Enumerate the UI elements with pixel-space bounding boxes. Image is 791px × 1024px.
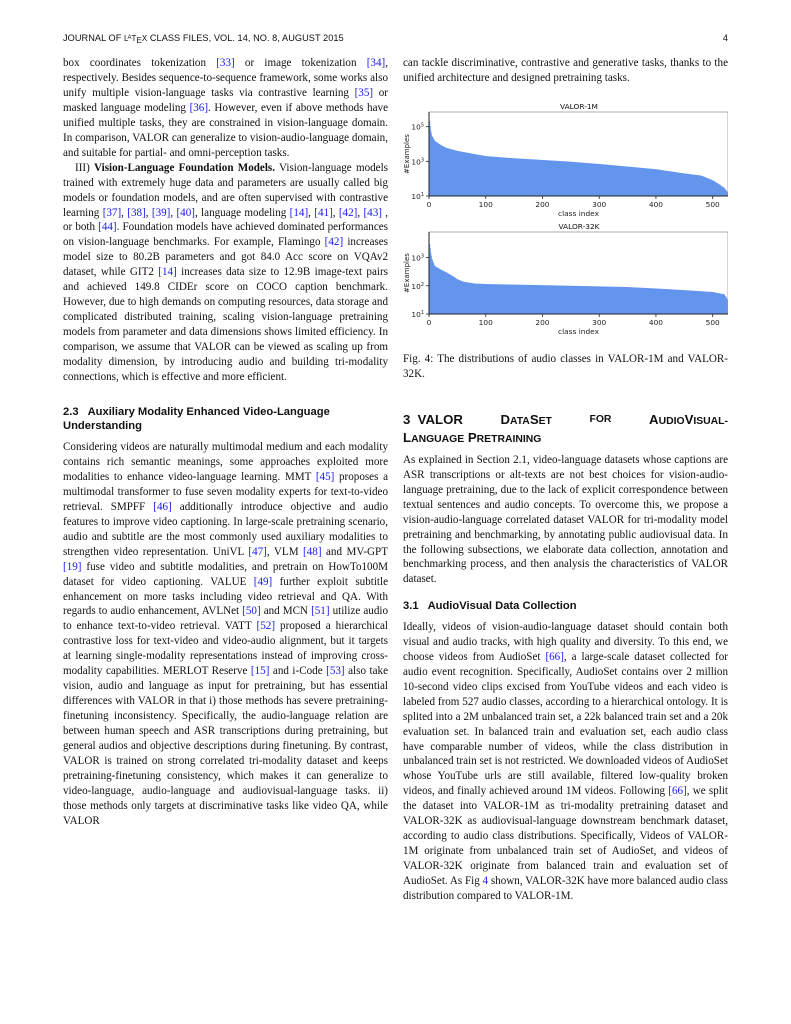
- left-column: [63, 56, 388, 829]
- svg-text:103: $10^3$: [411, 157, 424, 167]
- paragraph: box coordinates tokenization [33] or image tokenization [34], respectively. Besides sequence-to-sequence framework, some works also unify multiple vision-language tasks via contrastive learning [35] or masked language modeling [36]. However, even if above methods have unified multiple tasks, they are constrained in vision-language domain. In comparison, VALOR can generalize to vision-audio-language domain, and suitable for partial- and omni-perception tasks.: [63, 57, 388, 159]
- chart-valor-1m: [403, 100, 728, 220]
- citation-link[interactable]: [45]: [315, 470, 335, 483]
- chart-title: VALOR-1M: [560, 101, 598, 111]
- svg-text:300: 300: [592, 199, 607, 209]
- svg-text:200: 200: [535, 199, 550, 209]
- citation-link[interactable]: [52]: [256, 620, 276, 633]
- paragraph: As explained in Section 2.1, video-language datasets whose captions are ASR transcriptions or alt-texts are not best choices for vision-audio-language pretraining, due to the lack of explicit correspondence between textual sentences and audio concepts. To overcome this, we propose a vision-audio-language correlated dataset VALOR for tri-modality model pretraining and benchmarking, by annotating public audiovisual data. In the following subsections, we elaborate data collection, annotation and benchmarking process, and then analysis the characteristics of VALOR dataset.: [403, 453, 728, 586]
- running-header: [63, 33, 728, 45]
- citation-link[interactable]: [51]: [311, 605, 330, 618]
- citation-link[interactable]: [66]: [545, 650, 564, 663]
- citation-link[interactable]: [39]: [151, 206, 171, 219]
- figure-reference-link[interactable]: 4: [482, 875, 489, 888]
- citation-link[interactable]: [46]: [153, 500, 172, 513]
- svg-text:101: $10^1$: [411, 309, 424, 319]
- chart-title: VALOR-32K: [558, 221, 600, 231]
- svg-text:100: 100: [478, 317, 493, 327]
- section-heading-3: 3 VALOR DATASET FOR AUDIOVISUAL- LANGUAGE PRETRAINING: [403, 411, 728, 446]
- citation-link[interactable]: [33]: [216, 57, 235, 69]
- citation-link[interactable]: [37]: [102, 206, 122, 219]
- figure-caption: Fig. 4: The distributions of audio classes in VALOR-1M and VALOR-32K.: [403, 352, 728, 380]
- citation-link[interactable]: [41]: [314, 206, 333, 219]
- paragraph-foundation-models: III) Vision-Language Foundation Models. Vision-language models trained with extremely huge data and parameters are usually called big models or foundation models, and are often supervised with contrastive learning [37], [38], [39], [40], language modeling [14], [41], [42], [43] , or both [44]. Foundation models have achieved dominated performances on vision-language benchmarks. For example, Flamingo [42] increases model size to 80.2B parameters and got 84.0 Acc score on VQAv2 dataset, while GIT2 [14] increases data size to 12.9B image-text pairs and achieved 149.8 CIDEr score on COCO caption benchmark. However, due to high demands on computing resources, data storage and complicated distributed training, scaling vision-language pretraining models from parameter and data dimensions shows limited efficiency. In comparison, we assume that VALOR can be viewed as scaling up from modality dimension, by introducing audio and building tri-modality connections, which is effective and more efficient.: [63, 161, 389, 384]
- journal-title: JOURNAL OF $L^AT_EX$ CLASS FILES, VOL. 14, NO. 8, AUGUST 2015: [63, 33, 344, 45]
- svg-text:class index: class index: [558, 326, 599, 336]
- citation-link[interactable]: [48]: [303, 545, 322, 558]
- citation-link[interactable]: [19]: [63, 560, 82, 573]
- svg-text:103: $10^3$: [411, 253, 424, 263]
- right-column: [403, 56, 728, 904]
- paragraph: can tackle discriminative, contrastive and generative tasks, thanks to the unified architecture and designed pretraining tasks.: [403, 57, 728, 84]
- section-heading-2-3: 2.3 Auxiliary Modality Enhanced Video-Language Understanding: [63, 405, 330, 433]
- citation-link[interactable]: [42]: [324, 236, 344, 249]
- paragraph: Ideally, videos of vision-audio-language dataset should contain both visual and audio tracks, with high quality and diversity. To this end, we choose videos from AudioSet [66], a large-scale dataset collected for audio event recognition. Specifically, AudioSet contains over 2 million 10-second video clips excised from YouTube videos and each video is labeled from 527 audio classes, according to a hierarchical ontology. It is splited into a 2M unbalanced train set, a 22k balanced train set and a 20k evaluation set. In balanced train and evaluation set, each audio class have comparable number of videos, while the class distribution in unbalanced train set is not restricted. We downloaded videos of AudioSet whose YouTube urls are still available, filtered low-quality broken videos, and finally achieved around 1M videos. Following [66], we split the dataset into VALOR-1M as tri-modality pretraining dataset and VALOR-32K as audiovisual-language downstream benchmark dataset, according to audio class distributions. Specifically, Videos of VALOR-1M originate from unbalanced train set of AudioSet, and videos of VALOR-32K originate from balanced train and evaluation set of AudioSet. As Fig 4 shown, VALOR-32K have more balanced audio class distribution compared to VALOR-1M.: [403, 620, 728, 903]
- bar-series: [429, 114, 728, 195]
- svg-text:200: 200: [535, 317, 550, 327]
- citation-link[interactable]: [14]: [158, 266, 177, 279]
- svg-text:102: $10^2$: [411, 281, 424, 291]
- svg-text:0: 0: [426, 317, 432, 327]
- bar-chart-svg: [403, 220, 728, 342]
- citation-link[interactable]: [15]: [250, 665, 270, 678]
- citation-link[interactable]: [66]: [668, 785, 687, 798]
- citation-link[interactable]: [53]: [326, 665, 345, 678]
- citation-link[interactable]: [47]: [248, 545, 267, 558]
- figure-4: [403, 100, 728, 342]
- citation-link[interactable]: [50]: [242, 605, 261, 618]
- citation-link[interactable]: [36]: [189, 101, 209, 114]
- citation-link[interactable]: [40]: [176, 206, 195, 219]
- svg-text:300: 300: [592, 317, 607, 327]
- page-number: 4: [722, 33, 728, 43]
- svg-text:100: 100: [478, 199, 493, 209]
- citation-link[interactable]: [42]: [338, 206, 358, 219]
- svg-text:500: 500: [705, 199, 720, 209]
- citation-link[interactable]: [34]: [366, 57, 386, 69]
- bar-chart-svg: [403, 100, 728, 220]
- paragraph: Considering videos are naturally multimodal medium and each modality contains rich semantic meanings, some approaches exploited more modalities to enhance video-language learning. MMT [45] proposes a multimodal transformer to fuse seven modality experts for text-to-video retrieval. SMPFF [46] additionally introduce objective and audio features to improve video captioning. In large-scale pretraining scenario, audio and subtitle are the most commonly used auxiliary modalities to strengthen video representation. UniVL [47], VLM [48] and MV-GPT [19] fuse video and subtitle modalities, and pretrain on HowTo100M dataset for video captioning. VALUE [49] further exploit subtitle enhancement on more tasks including video retrieval and QA. With regards to audio enhancement, AVLNet [50] and MCN [51] utilize audio to enhance text-to-video retrieval. VATT [52] proposed a hierarchical contrastive loss for text-video and video-audio alignment, but it targets at learning single-modality representations instead of improving cross-modality capabilities. MERLOT Reserve [15] and i-Code [53] also take vision, audio and language as input for pretraining, but has essential differences with VALOR in that i) those methods has severe pretraining-finetuning inconsistency. Specifically, the audio-language relation are between human speech and ASR transcriptions during pretraining, but general audios and objective descriptions during finetuning. By contrast, VALOR is trained on strong correlated tri-modality dataset and keeps pretraining-finetuning consistency, which makes it can generalize to video-language, audio-language and audiovisual-language tasks. ii) those methods only targets at discriminative tasks like video QA, while VALOR: [63, 440, 388, 827]
- citation-link[interactable]: [49]: [253, 575, 273, 588]
- citation-link[interactable]: [38]: [127, 206, 146, 219]
- svg-text:105: $10^5$: [411, 122, 424, 132]
- run-in-heading: Vision-Language Foundation Models.: [94, 161, 276, 174]
- bar-series: [429, 234, 728, 314]
- svg-text:400: 400: [648, 199, 663, 209]
- svg-text:0: 0: [426, 199, 432, 209]
- citation-link[interactable]: [14]: [289, 206, 309, 219]
- section-heading-3-1: 3.1 AudioVisual Data Collection: [403, 600, 577, 613]
- chart-valor-32k: [403, 220, 728, 342]
- svg-text:101: $10^1$: [411, 191, 424, 201]
- svg-text:500: 500: [705, 317, 720, 327]
- svg-text:class index: class index: [558, 208, 599, 218]
- citation-link[interactable]: [44]: [98, 221, 117, 234]
- svg-text:#Examples: #Examples: [403, 252, 411, 293]
- citation-link[interactable]: [43]: [363, 206, 382, 219]
- svg-text:#Examples: #Examples: [403, 133, 411, 174]
- svg-text:400: 400: [648, 317, 663, 327]
- citation-link[interactable]: [35]: [354, 86, 374, 99]
